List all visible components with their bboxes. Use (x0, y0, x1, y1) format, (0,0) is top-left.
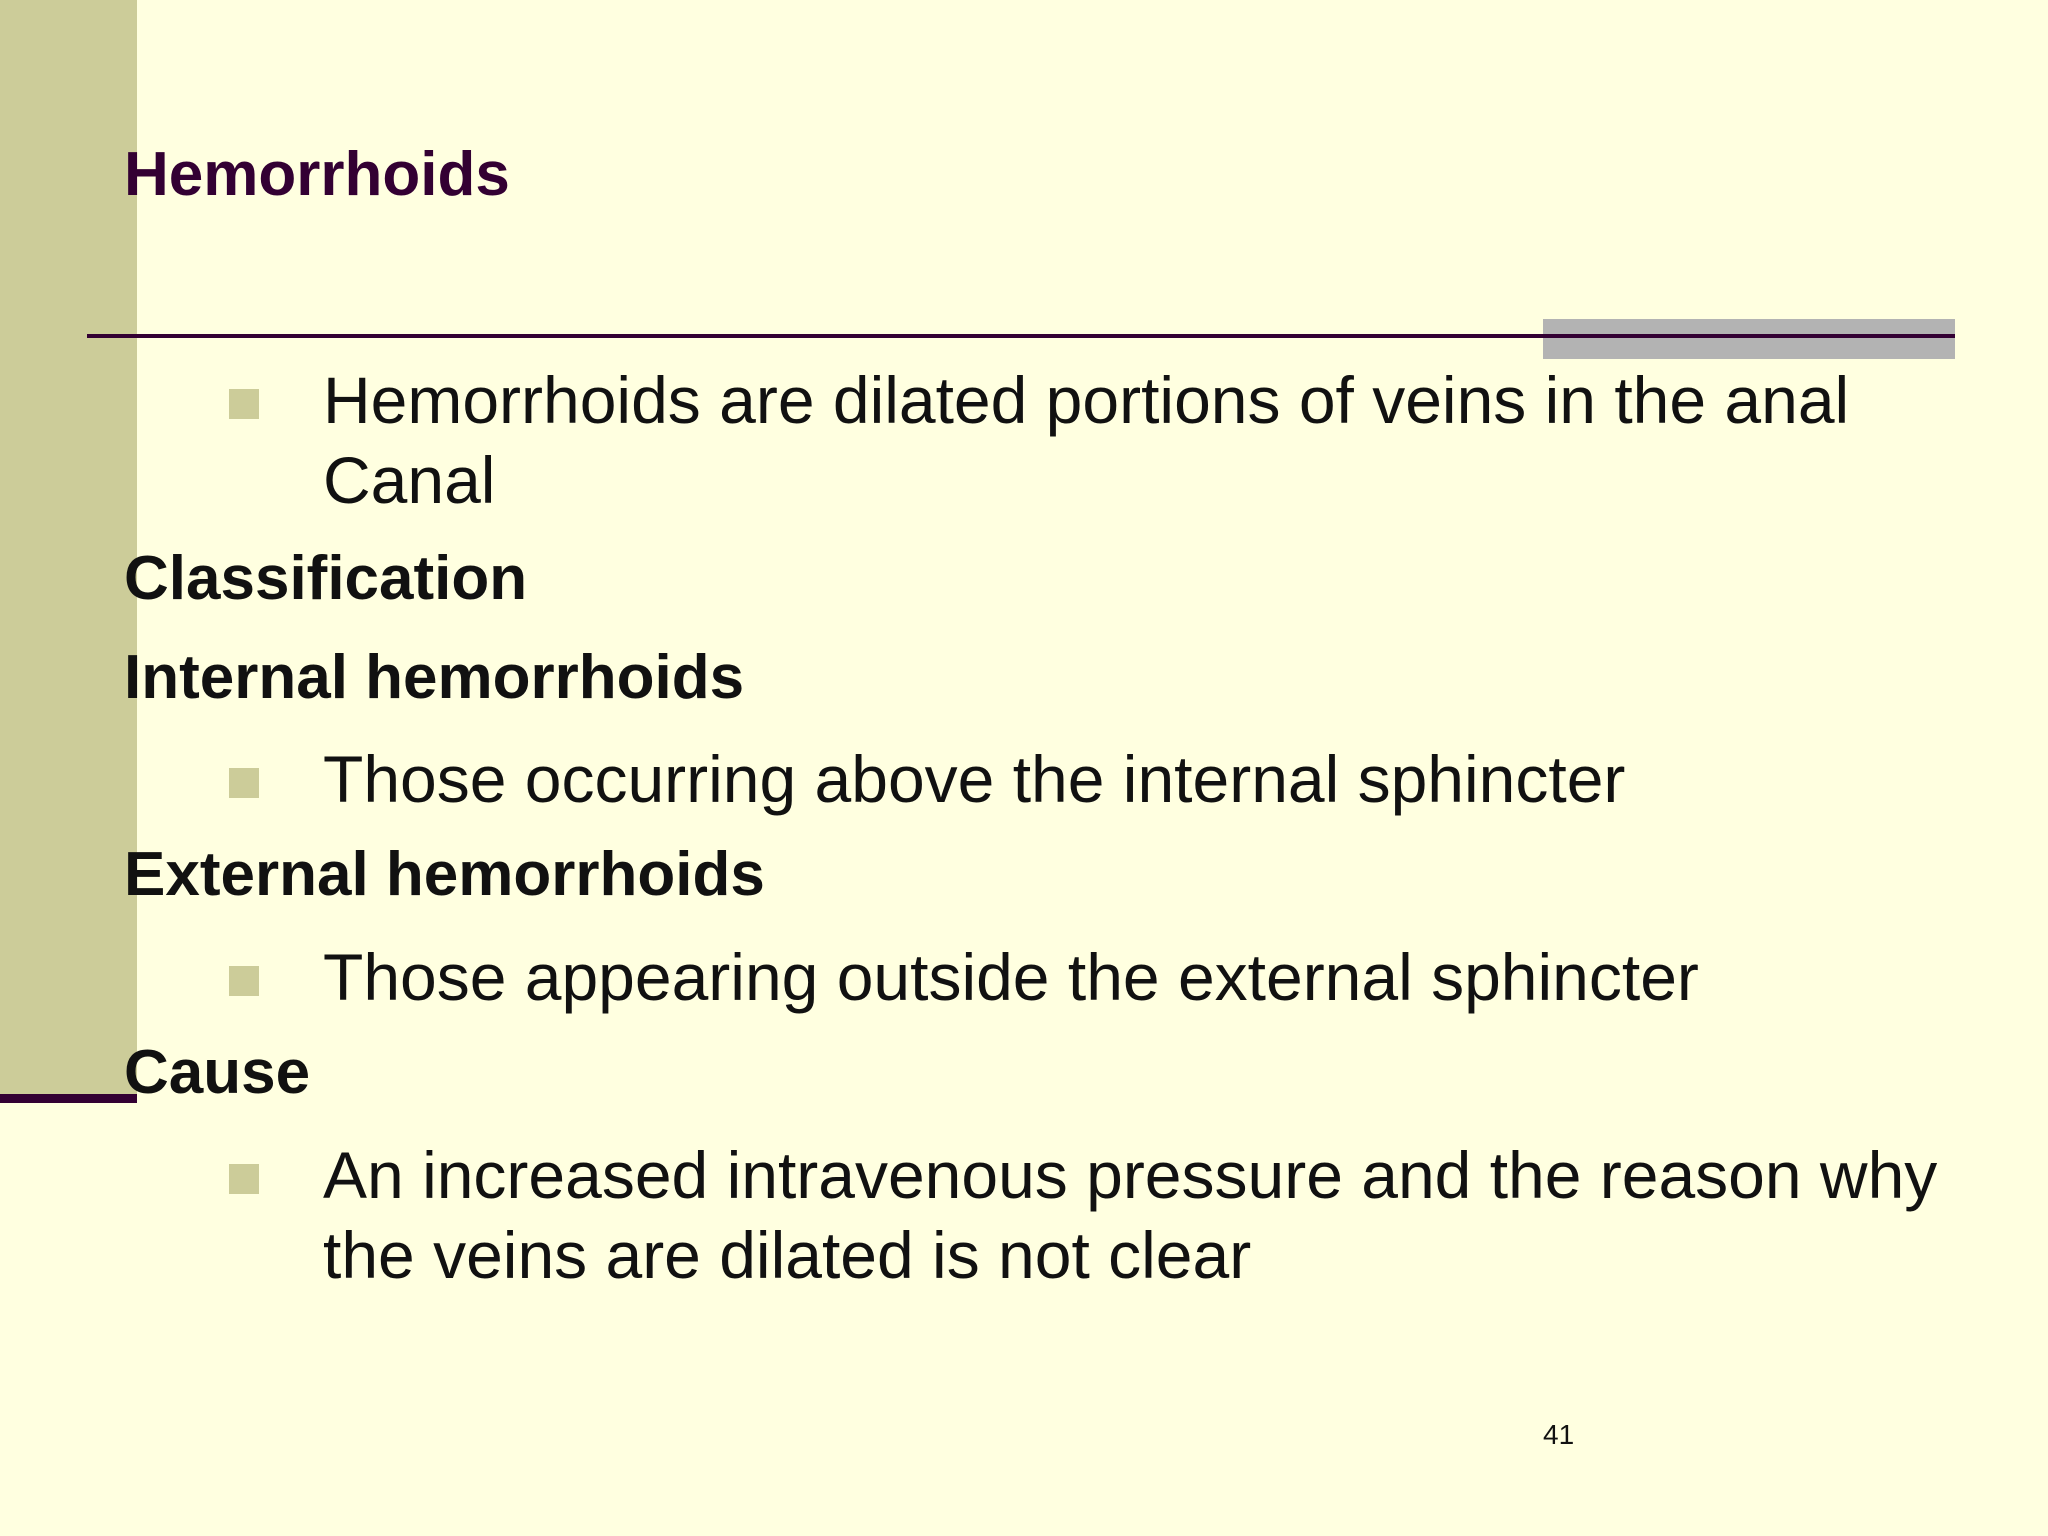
external-hemorrhoids-heading: External hemorrhoids (124, 840, 765, 909)
definition-bullet-text: Hemorrhoids are dilated portions of veins in the anal Canal (323, 363, 1850, 517)
cause-bullet-text: An increased intravenous pressure and the reason why the veins are dilated is not clear (323, 1138, 1938, 1292)
square-bullet-icon (229, 768, 259, 798)
internal-hemorrhoids-heading: Internal hemorrhoids (124, 643, 745, 712)
internal-hemorrhoids-bullet-item (229, 739, 2019, 819)
left-band-bottom-rule (0, 1094, 137, 1103)
classification-heading: Classification (124, 544, 528, 613)
square-bullet-icon (229, 966, 259, 996)
cause-bullet-item (229, 1135, 2019, 1295)
title-rule-accent-line (1543, 334, 1955, 338)
cause-heading: Cause (124, 1038, 311, 1107)
square-bullet-icon (229, 1164, 259, 1194)
external-hemorrhoids-bullet-text: Those appearing outside the external sphincter (323, 940, 1699, 1014)
square-bullet-icon (229, 389, 259, 419)
page-number: 41 (1543, 1419, 1575, 1450)
external-hemorrhoids-bullet-item (229, 937, 2019, 1017)
slide-title: Hemorrhoids (124, 140, 510, 209)
left-decorative-band (0, 0, 137, 1098)
definition-bullet-item (229, 360, 2019, 520)
title-rule-gray-accent (1543, 319, 1955, 359)
internal-hemorrhoids-bullet-text: Those occurring above the internal sphincter (323, 742, 1626, 816)
